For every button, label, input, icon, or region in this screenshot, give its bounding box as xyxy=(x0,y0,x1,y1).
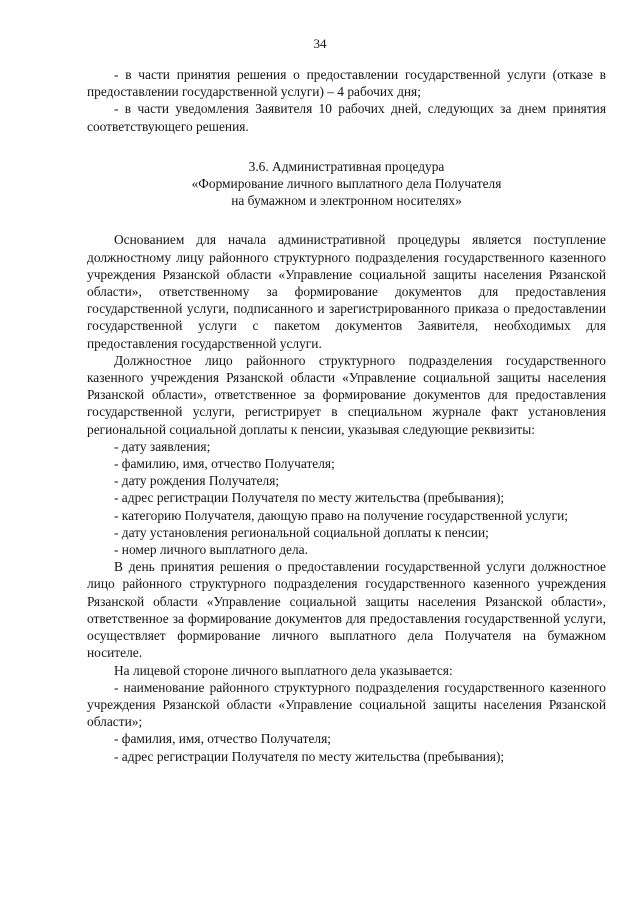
intro-item: - в части уведомления Заявителя 10 рабочих дней, следующих за днем принятия соответствующего решения. xyxy=(87,101,606,134)
paragraph: На лицевой стороне личного выплатного дела указывается: xyxy=(114,662,453,678)
paragraph: Основанием для начала административной процедуры является поступление должностному лицу районного структурного подразделения государственного казенного учреждения Рязанской области «Управление социальной защиты населения Рязанской области», ответственному за формирование документов для предоставления государственной услуги, подписанного и зарегистрированного приказа о предоставлении государственной услуги с пакетом документов Заявителя, необходимых для предоставления государственной услуги. xyxy=(87,232,606,351)
requisite-item: - дату заявления; xyxy=(114,438,211,454)
section-heading-line: «Формирование личного выплатного дела Получателя xyxy=(191,176,502,192)
requisite-item: - адрес регистрации Получателя по месту жительства (пребывания); xyxy=(114,490,505,506)
paragraph: Должностное лицо районного структурного подразделения государственного казенного учреждения Рязанской области «Управление социальной защиты населения Рязанской области», ответственное за формирование документов для предоставления государственной услуги, регистрирует в специальном журнале факт установления региональной социальной доплаты к пенсии, указывая следующие реквизиты: xyxy=(87,352,606,437)
section-heading-line: 3.6. Административная процедура xyxy=(248,158,445,174)
requisite-item: - дату рождения Получателя; xyxy=(114,473,280,489)
page-body xyxy=(87,66,606,765)
requisite-item: - фамилию, имя, отчество Получателя; xyxy=(114,456,335,472)
cover-item: - адрес регистрации Получателя по месту жительства (пребывания); xyxy=(114,748,505,764)
cover-item: - фамилия, имя, отчество Получателя; xyxy=(114,731,331,747)
requisite-item: - категорию Получателя, дающую право на получение государственной услуги; xyxy=(114,507,568,523)
intro-item: - в части принятия решения о предоставлении государственной услуги (отказе в предоставлении государственной услуги) – 4 рабочих дня; xyxy=(87,67,606,100)
requisite-item: - дату установления региональной социальной доплаты к пенсии; xyxy=(114,524,489,540)
section-heading-line: на бумажном и электронном носителях» xyxy=(231,193,462,209)
cover-item: - наименование районного структурного подразделения государственного казенного учреждения Рязанской области «Управление социальной защиты населения Рязанской области»; xyxy=(87,679,606,730)
section-heading xyxy=(87,158,606,210)
requisite-item: - номер личного выплатного дела. xyxy=(114,542,308,558)
page-number: 34 xyxy=(313,36,327,51)
paragraph: В день принятия решения о предоставлении государственной услуги должностное лицо районного структурного подразделения государственного казенного учреждения Рязанской области «Управление социальной защиты населения Рязанской области», ответственное за формирование документов для предоставления государственной услуги, осуществляет формирование личного выплатного дела Получателя на бумажном носителе. xyxy=(87,559,606,661)
